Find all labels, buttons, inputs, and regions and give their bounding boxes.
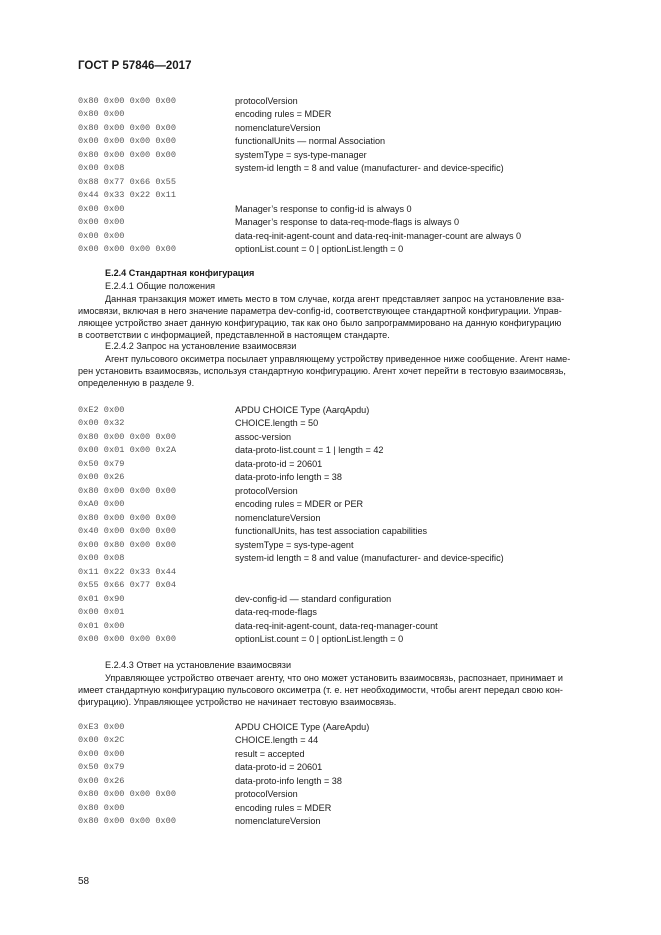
paragraph-e242	[78, 353, 600, 389]
table-row	[78, 788, 598, 802]
table-row	[78, 162, 598, 176]
apdu-table-2	[78, 403, 598, 646]
document-header: ГОСТ Р 57846—2017	[78, 60, 192, 72]
hex-bytes: 0x00 0x00 0x00 0x00	[78, 244, 176, 255]
field-description: APDU CHOICE Type (AarqApdu)	[235, 404, 370, 415]
hex-bytes: 0x01 0x00	[78, 620, 125, 631]
hex-bytes: 0x80 0x00 0x00 0x00	[78, 431, 176, 442]
hex-bytes: 0x80 0x00 0x00 0x00	[78, 789, 176, 800]
field-description: nomenclatureVersion	[235, 816, 321, 827]
hex-bytes: 0x00 0x00	[78, 217, 125, 228]
hex-bytes: 0x80 0x00	[78, 802, 125, 813]
paragraph-line: в соответствии с информацией, представленной в настоящем стандарте.	[78, 330, 390, 340]
hex-bytes: 0x00 0x26	[78, 472, 125, 483]
table-row	[78, 243, 598, 257]
paragraph-line: рен установить взаимосвязь, используя стандартную конфигурацию. Агент хочет перейти в тестовую взаимосвязь,	[78, 366, 566, 376]
field-description: Manager’s response to data-req-mode-flags is always 0	[235, 217, 460, 228]
field-description: functionalUnits — normal Association	[235, 136, 386, 147]
paragraph-line: имеет стандартную конфигурацию пульсового оксиметра (т. е. нет необходимости, чтобы агент передал свою кон-	[78, 685, 563, 695]
hex-bytes: 0x00 0x32	[78, 418, 125, 429]
field-description: data-req-init-agent-count, data-req-manager-count	[235, 620, 438, 631]
hex-bytes: 0x40 0x00 0x00 0x00	[78, 526, 176, 537]
field-description: optionList.count = 0 | optionList.length = 0	[235, 244, 404, 255]
hex-bytes: 0xA0 0x00	[78, 499, 125, 510]
table-row	[78, 484, 598, 498]
hex-bytes: 0x80 0x00	[78, 109, 125, 120]
table-row	[78, 774, 598, 788]
table-row	[78, 216, 598, 230]
hex-bytes: 0x80 0x00 0x00 0x00	[78, 816, 176, 827]
table-row	[78, 108, 598, 122]
table-row	[78, 148, 598, 162]
hex-bytes: 0x50 0x79	[78, 458, 125, 469]
hex-bytes: 0xE3 0x00	[78, 721, 125, 732]
field-description: system-id length = 8 and value (manufacturer- and device-specific)	[235, 163, 504, 174]
field-description: encoding rules = MDER	[235, 802, 332, 813]
table-row	[78, 552, 598, 566]
paragraph-e241	[78, 293, 600, 341]
table-row	[78, 511, 598, 525]
table-row	[78, 202, 598, 216]
field-description: data-req-init-agent-count and data-req-init-manager-count are always 0	[235, 230, 522, 241]
field-description: assoc-version	[235, 431, 292, 442]
hex-bytes: 0x88 0x77 0x66 0x55	[78, 176, 176, 187]
field-description: systemType = sys-type-agent	[235, 539, 354, 550]
table-row	[78, 619, 598, 633]
hex-bytes: 0x00 0x00 0x00 0x00	[78, 634, 176, 645]
table-row	[78, 444, 598, 458]
paragraph-e243	[78, 672, 600, 708]
table-row	[78, 761, 598, 775]
table-row	[78, 229, 598, 243]
table-row	[78, 430, 598, 444]
hex-bytes: 0x01 0x90	[78, 593, 125, 604]
hex-bytes: 0x80 0x00 0x00 0x00	[78, 485, 176, 496]
field-description: Manager’s response to config-id is always 0	[235, 203, 412, 214]
table-row	[78, 498, 598, 512]
hex-bytes: 0xE2 0x00	[78, 404, 125, 415]
field-description: CHOICE.length = 50	[235, 418, 319, 429]
field-description: protocolVersion	[235, 789, 298, 800]
table-row	[78, 815, 598, 829]
table-row	[78, 457, 598, 471]
table-row	[78, 565, 598, 579]
apdu-table-3	[78, 720, 598, 828]
field-description: nomenclatureVersion	[235, 122, 321, 133]
hex-bytes: 0x00 0x00	[78, 748, 125, 759]
hex-bytes: 0x80 0x00 0x00 0x00	[78, 95, 176, 106]
hex-bytes: 0x80 0x00 0x00 0x00	[78, 149, 176, 160]
hex-bytes: 0x44 0x33 0x22 0x11	[78, 190, 176, 201]
field-description: data-proto-id = 20601	[235, 458, 323, 469]
section-heading-e24: Е.2.4 Стандартная конфигурация	[105, 268, 255, 278]
paragraph-line: фигурацию). Управляющее устройство не начинает тестовую взаимосвязь.	[78, 697, 397, 707]
hex-bytes: 0x00 0x01	[78, 607, 125, 618]
hex-bytes: 0x00 0x26	[78, 775, 125, 786]
field-description: data-req-mode-flags	[235, 607, 317, 618]
paragraph-line: ляющее устройство знает данную конфигурацию, так как оно было запрограммировано на данную конфигурацию	[78, 318, 562, 328]
field-description: systemType = sys-type-manager	[235, 149, 367, 160]
hex-bytes: 0x00 0x00	[78, 203, 125, 214]
hex-bytes: 0x50 0x79	[78, 762, 125, 773]
field-description: APDU CHOICE Type (AareApdu)	[235, 721, 370, 732]
field-description: functionalUnits, has test association capabilities	[235, 526, 428, 537]
hex-bytes: 0x00 0x80 0x00 0x00	[78, 539, 176, 550]
field-description: encoding rules = MDER or PER	[235, 499, 364, 510]
field-description: protocolVersion	[235, 485, 298, 496]
field-description: CHOICE.length = 44	[235, 735, 319, 746]
hex-bytes: 0x00 0x08	[78, 163, 125, 174]
field-description: data-proto-id = 20601	[235, 762, 323, 773]
field-description: dev-config-id — standard configuration	[235, 593, 392, 604]
field-description: system-id length = 8 and value (manufacturer- and device-specific)	[235, 553, 504, 564]
field-description: optionList.count = 0 | optionList.length = 0	[235, 634, 404, 645]
paragraph-line: имосвязи, включая в него значение параметра dev-config-id, соответствующее стандартной конфигурации. Управ-	[78, 306, 562, 316]
hex-bytes: 0x80 0x00 0x00 0x00	[78, 122, 176, 133]
field-description: data-proto-list.count = 1 | length = 42	[235, 445, 384, 456]
hex-bytes: 0x00 0x00	[78, 230, 125, 241]
subsection-heading-e241: Е.2.4.1 Общие положения	[105, 281, 216, 291]
field-description: data-proto-info length = 38	[235, 775, 342, 786]
paragraph-line: Агент пульсового оксиметра посылает управляющему устройству приведенное ниже сообщение. Агент наме-	[105, 354, 571, 364]
table-row	[78, 417, 598, 431]
table-row	[78, 175, 598, 189]
table-row	[78, 633, 598, 647]
hex-bytes: 0x11 0x22 0x33 0x44	[78, 566, 176, 577]
table-row	[78, 720, 598, 734]
subsection-heading-e242: Е.2.4.2 Запрос на установление взаимосвязи	[105, 341, 297, 351]
hex-bytes: 0x55 0x66 0x77 0x04	[78, 580, 176, 591]
table-row	[78, 189, 598, 203]
table-row	[78, 592, 598, 606]
table-row	[78, 579, 598, 593]
page-number: 58	[78, 876, 90, 887]
table-row	[78, 94, 598, 108]
field-description: protocolVersion	[235, 95, 298, 106]
table-row	[78, 747, 598, 761]
table-row	[78, 734, 598, 748]
paragraph-line: Управляющее устройство отвечает агенту, что оно может установить взаимосвязь, распознает, принимает и	[105, 673, 564, 683]
hex-bytes: 0x00 0x2C	[78, 735, 125, 746]
field-description: encoding rules = MDER	[235, 109, 332, 120]
table-row	[78, 538, 598, 552]
apdu-table-1	[78, 94, 598, 256]
subsection-heading-e243: Е.2.4.3 Ответ на установление взаимосвязи	[105, 660, 292, 670]
table-row	[78, 403, 598, 417]
hex-bytes: 0x00 0x08	[78, 553, 125, 564]
hex-bytes: 0x80 0x00 0x00 0x00	[78, 512, 176, 523]
hex-bytes: 0x00 0x00 0x00 0x00	[78, 136, 176, 147]
table-row	[78, 801, 598, 815]
paragraph-line: Данная транзакция может иметь место в том случае, когда агент представляет запрос на установление вза-	[105, 294, 565, 304]
field-description: result = accepted	[235, 748, 305, 759]
table-row	[78, 471, 598, 485]
field-description: data-proto-info length = 38	[235, 472, 342, 483]
table-row	[78, 121, 598, 135]
table-row	[78, 606, 598, 620]
table-row	[78, 135, 598, 149]
hex-bytes: 0x00 0x01 0x00 0x2A	[78, 445, 176, 456]
paragraph-line: определенную в разделе 9.	[78, 378, 195, 388]
field-description: nomenclatureVersion	[235, 512, 321, 523]
table-row	[78, 525, 598, 539]
